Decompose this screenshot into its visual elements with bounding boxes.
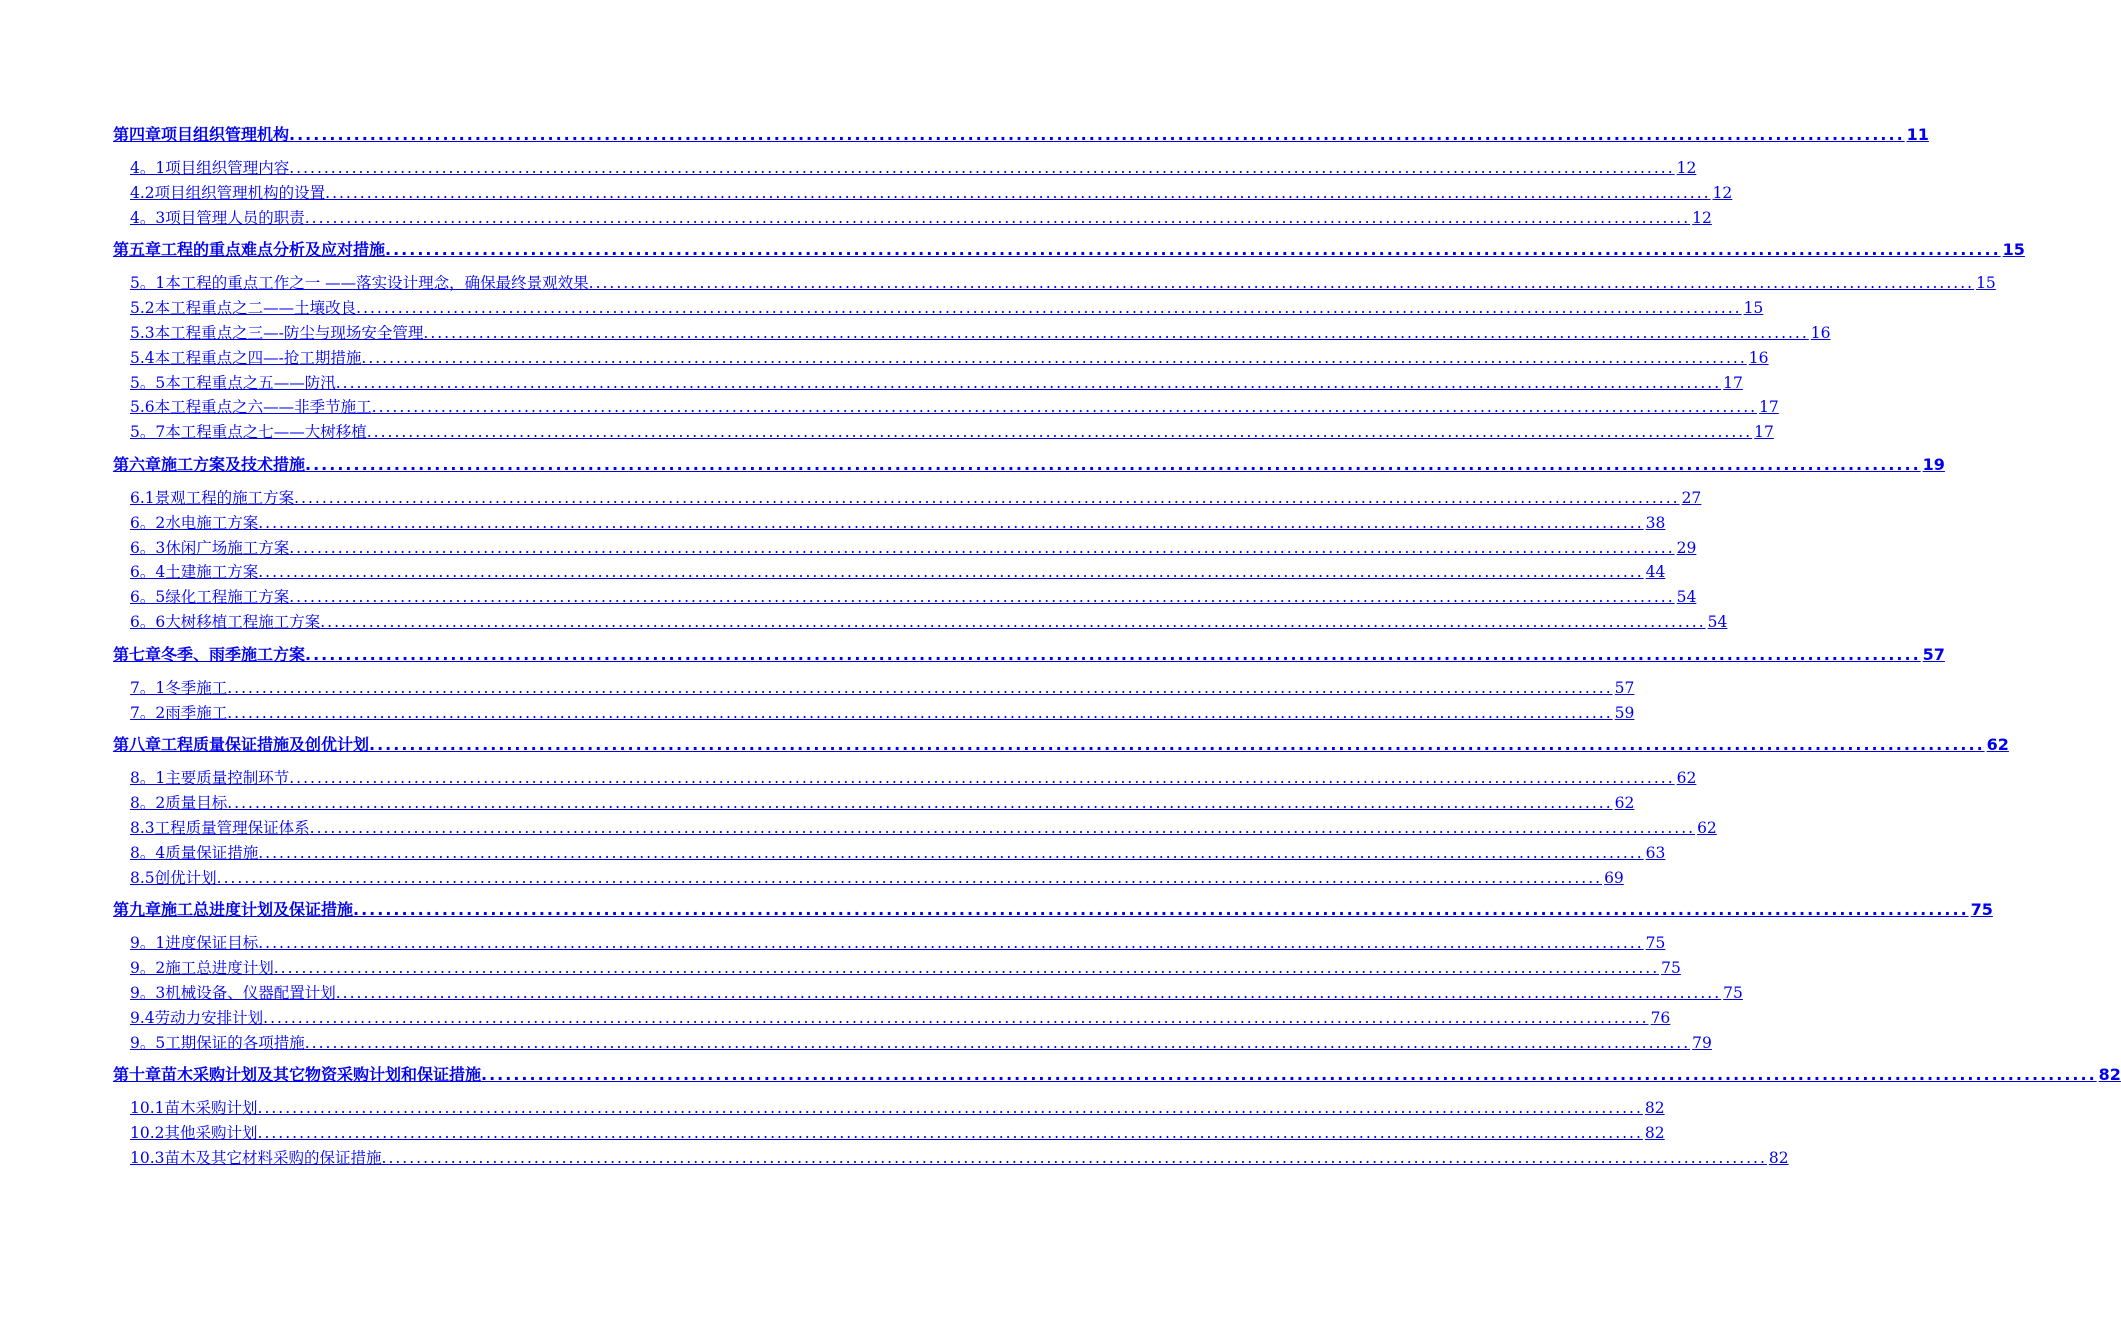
toc-section-entry[interactable]	[113, 766, 1697, 791]
toc-section-entry-page-number: 44	[1645, 563, 1666, 582]
toc-section-entry-title: 10.3苗木及其它材料采购的保证措施	[130, 1148, 382, 1167]
toc-section-entry[interactable]	[113, 395, 1779, 420]
toc-section-entry-title: 6.1景观工程的施工方案	[130, 488, 295, 507]
toc-section-entry[interactable]	[113, 371, 1743, 396]
toc-section-entry[interactable]	[113, 866, 1624, 891]
toc-section-entry[interactable]	[113, 536, 1697, 561]
toc-section-entry[interactable]	[113, 1121, 1665, 1146]
toc-section-entry[interactable]	[113, 585, 1697, 610]
toc-section-entry[interactable]	[113, 346, 1769, 371]
toc-section-entry-page-number: 75	[1661, 959, 1681, 978]
dot-leader: ........................................................................................................................................................................................................	[371, 398, 1758, 417]
dot-leader: ........................................................................................................................................................................................................	[335, 983, 1722, 1002]
dot-leader: ........................................................................................................................................................................................................	[305, 454, 1921, 474]
toc-section-entry[interactable]	[113, 560, 1666, 585]
toc-section-entry-title: 8。1主要质量控制环节	[130, 769, 290, 788]
dot-leader: ........................................................................................................................................................................................................	[481, 1065, 2097, 1085]
dot-leader: ........................................................................................................................................................................................................	[289, 538, 1675, 557]
toc-chapter-entry-page-number: 15	[2002, 240, 2025, 260]
toc-chapter-entry-page-number: 57	[1922, 644, 1945, 664]
toc-section-entry-page-number: 16	[1748, 348, 1769, 367]
toc-section-entry[interactable]	[113, 841, 1666, 866]
toc-section-entry-title: 7。1冬季施工	[130, 678, 228, 697]
toc-section-entry-page-number: 12	[1692, 208, 1712, 227]
dot-leader: ........................................................................................................................................................................................................	[257, 1124, 1643, 1143]
dot-leader: ........................................................................................................................................................................................................	[588, 274, 1975, 293]
toc-section-entry[interactable]	[113, 1096, 1665, 1121]
toc-section-entry-page-number: 27	[1681, 488, 1702, 507]
toc-section-entry-page-number: 76	[1650, 1008, 1671, 1027]
dot-leader: ........................................................................................................................................................................................................	[381, 1148, 1767, 1167]
toc-section-entry-page-number: 62	[1697, 818, 1717, 837]
toc-chapter-entry-page-number: 19	[1922, 454, 1945, 474]
toc-section-entry-title: 9。1进度保证目标	[130, 934, 259, 953]
dot-leader: ........................................................................................................................................................................................................	[263, 1008, 1649, 1027]
dot-leader: ........................................................................................................................................................................................................	[257, 1099, 1643, 1118]
toc-section-entry-title: 8.3工程质量管理保证体系	[130, 818, 310, 837]
toc-chapter-entry-title: 第八章工程质量保证措施及创优计划	[113, 735, 370, 755]
toc-section-entry-title: 6。6大树移植工程施工方案	[130, 612, 321, 631]
dot-leader: ........................................................................................................................................................................................................	[289, 769, 1675, 788]
toc-section-entry-title: 4。1项目组织管理内容	[130, 159, 290, 177]
toc-section-entry-page-number: 17	[1723, 373, 1743, 392]
toc-section-entry-page-number: 17	[1754, 423, 1774, 442]
dot-leader: ........................................................................................................................................................................................................	[258, 934, 1644, 953]
toc-section-entry-page-number: 29	[1676, 538, 1697, 557]
toc-section-entry-page-number: 82	[1768, 1148, 1789, 1167]
toc-chapter-entry[interactable]	[113, 122, 1929, 147]
toc-section-entry[interactable]	[113, 701, 1635, 726]
toc-section-entry-page-number: 16	[1810, 323, 1831, 342]
toc-section-entry[interactable]	[113, 181, 1733, 206]
toc-section-entry[interactable]	[113, 816, 1717, 841]
toc-section-entry-title: 9.4劳动力安排计划	[130, 1008, 264, 1027]
dot-leader: ........................................................................................................................................................................................................	[304, 208, 1691, 227]
dot-leader: ........................................................................................................................................................................................................	[353, 900, 1969, 920]
toc-section-entry[interactable]	[113, 156, 1697, 181]
toc-section-entry-page-number: 59	[1614, 703, 1635, 722]
toc-section-entry-title: 4。3项目管理人员的职责	[130, 208, 305, 227]
toc-section-entry-title: 8。4质量保证措施	[130, 843, 259, 862]
toc-section-entry-title: 10.1苗木采购计划	[130, 1099, 258, 1118]
dot-leader: ........................................................................................................................................................................................................	[273, 959, 1660, 978]
toc-chapter-entry-page-number: 75	[1970, 900, 1993, 920]
toc-section-entry-page-number: 62	[1676, 769, 1697, 788]
toc-section-entry-title: 9。3机械设备、仪器配置计划	[130, 983, 336, 1002]
toc-section-entry-title: 8.5创优计划	[130, 868, 217, 887]
toc-section-entry[interactable]	[113, 271, 1996, 296]
toc-section-entry[interactable]	[113, 420, 1774, 445]
toc-chapter-entry[interactable]	[113, 897, 1993, 922]
toc-chapter-entry-title: 第十章苗木采购计划及其它物资采购计划和保证措施	[113, 1065, 482, 1085]
toc-section-entry-title: 6。2水电施工方案	[130, 513, 259, 532]
dot-leader: ........................................................................................................................................................................................................	[294, 488, 1680, 507]
toc-section-entry-title: 10.2其他采购计划	[130, 1124, 258, 1143]
toc-section-entry[interactable]	[113, 1031, 1712, 1056]
toc-section-entry-page-number: 82	[1644, 1124, 1665, 1143]
toc-section-entry[interactable]	[113, 321, 1831, 346]
toc-section-entry-page-number: 15	[1743, 299, 1764, 318]
toc-section-entry-page-number: 12	[1676, 159, 1697, 177]
dot-leader: ........................................................................................................................................................................................................	[304, 1033, 1691, 1052]
toc-section-entry-page-number: 12	[1712, 183, 1733, 202]
toc-section-entry-title: 6。4土建施工方案	[130, 563, 259, 582]
dot-leader: ........................................................................................................................................................................................................	[227, 794, 1613, 813]
toc-section-entry[interactable]	[113, 956, 1681, 981]
dot-leader: ........................................................................................................................................................................................................	[258, 513, 1644, 532]
dot-leader: ........................................................................................................................................................................................................	[385, 240, 2001, 260]
dot-leader: ........................................................................................................................................................................................................	[366, 423, 1753, 442]
dot-leader: ........................................................................................................................................................................................................	[361, 348, 1747, 367]
toc-section-entry-title: 9。2施工总进度计划	[130, 959, 274, 978]
toc-section-entry-title: 5.2本工程重点之二——土壤改良	[130, 299, 357, 318]
toc-section-entry[interactable]	[113, 676, 1635, 701]
toc-section-entry-page-number: 38	[1645, 513, 1666, 532]
toc-section-entry-title: 6。5绿化工程施工方案	[130, 588, 290, 607]
dot-leader: ........................................................................................................................................................................................................	[325, 183, 1711, 202]
dot-leader: ........................................................................................................................................................................................................	[309, 818, 1696, 837]
toc-chapter-entry[interactable]	[113, 642, 1945, 667]
toc-section-entry[interactable]	[113, 511, 1666, 536]
dot-leader: ........................................................................................................................................................................................................	[335, 373, 1722, 392]
toc-chapter-entry[interactable]	[113, 1062, 2121, 1087]
toc-section-entry-page-number: 79	[1692, 1033, 1712, 1052]
dot-leader: ........................................................................................................................................................................................................	[356, 299, 1742, 318]
toc-section-entry-page-number: 57	[1614, 678, 1635, 697]
toc-chapter-entry-title: 第九章施工总进度计划及保证措施	[113, 900, 354, 920]
dot-leader: ........................................................................................................................................................................................................	[369, 735, 1985, 755]
toc-chapter-entry-title: 第五章工程的重点难点分析及应对措施	[113, 240, 386, 260]
toc-section-entry-title: 5.6本工程重点之六——非季节施工	[130, 398, 372, 417]
toc-section-entry-title: 4.2项目组织管理机构的设置	[130, 183, 326, 202]
toc-section-entry-title: 5.4本工程重点之四—-抢工期措施	[130, 348, 362, 367]
dot-leader: ........................................................................................................................................................................................................	[258, 563, 1644, 582]
toc-chapter-entry[interactable]	[113, 732, 2009, 757]
dot-leader: ........................................................................................................................................................................................................	[216, 868, 1603, 887]
toc-section-entry-page-number: 17	[1759, 398, 1779, 417]
dot-leader: ........................................................................................................................................................................................................	[227, 678, 1613, 697]
toc-section-entry-title: 5。5本工程重点之五——防汛	[130, 373, 336, 392]
toc-section-entry[interactable]	[113, 206, 1712, 231]
toc-section-entry-title: 5.3本工程重点之三—-防尘与现场安全管理	[130, 323, 424, 342]
toc-chapter-entry-title: 第六章施工方案及技术措施	[113, 454, 306, 474]
toc-section-entry-title: 5。1本工程的重点工作之一 ——落实设计理念，确保最终景观效果	[130, 274, 589, 293]
dot-leader: ........................................................................................................................................................................................................	[305, 644, 1921, 664]
dot-leader: ........................................................................................................................................................................................................	[289, 588, 1675, 607]
toc-section-entry-page-number: 63	[1645, 843, 1666, 862]
toc-section-entry-title: 5。7本工程重点之七——大树移植	[130, 423, 367, 442]
toc-section-entry[interactable]	[113, 486, 1702, 511]
dot-leader: ........................................................................................................................................................................................................	[320, 612, 1706, 631]
toc-section-entry[interactable]	[113, 1006, 1671, 1031]
toc-section-entry-page-number: 54	[1707, 612, 1728, 631]
toc-section-entry-page-number: 62	[1614, 794, 1635, 813]
toc-section-entry-title: 7。2雨季施工	[130, 703, 228, 722]
toc-section-entry-page-number: 54	[1676, 588, 1697, 607]
toc-section-entry[interactable]	[113, 1146, 1789, 1171]
toc-chapter-entry-title: 第四章项目组织管理机构	[113, 125, 290, 144]
dot-leader: ........................................................................................................................................................................................................	[258, 843, 1644, 862]
toc-section-entry-page-number: 75	[1645, 934, 1666, 953]
toc-section-entry-title: 6。3休闲广场施工方案	[130, 538, 290, 557]
dot-leader: ........................................................................................................................................................................................................	[227, 703, 1613, 722]
dot-leader: ........................................................................................................................................................................................................	[289, 125, 1905, 144]
toc-chapter-entry-page-number: 62	[1986, 735, 2009, 755]
dot-leader: ........................................................................................................................................................................................................	[423, 323, 1809, 342]
toc-section-entry[interactable]	[113, 296, 1764, 321]
toc-section-entry-page-number: 69	[1604, 868, 1624, 887]
toc-section-entry[interactable]	[113, 791, 1635, 816]
toc-chapter-entry-title: 第七章冬季、雨季施工方案	[113, 644, 306, 664]
dot-leader: ........................................................................................................................................................................................................	[289, 159, 1675, 177]
toc-section-entry-page-number: 82	[1644, 1099, 1665, 1118]
toc-section-entry-page-number: 15	[1976, 274, 1996, 293]
toc-chapter-entry-page-number: 11	[1906, 125, 1929, 144]
toc-chapter-entry-page-number: 82	[2098, 1065, 2121, 1085]
toc-section-entry-page-number: 75	[1723, 983, 1743, 1002]
toc-section-entry[interactable]	[113, 931, 1666, 956]
table-of-contents	[113, 122, 2121, 1171]
toc-section-entry[interactable]	[113, 981, 1743, 1006]
toc-chapter-entry[interactable]	[113, 237, 2025, 262]
toc-chapter-entry[interactable]	[113, 452, 1945, 477]
toc-section-entry-title: 9。5工期保证的各项措施	[130, 1033, 305, 1052]
toc-section-entry-title: 8。2质量目标	[130, 794, 228, 813]
toc-section-entry[interactable]	[113, 610, 1728, 635]
